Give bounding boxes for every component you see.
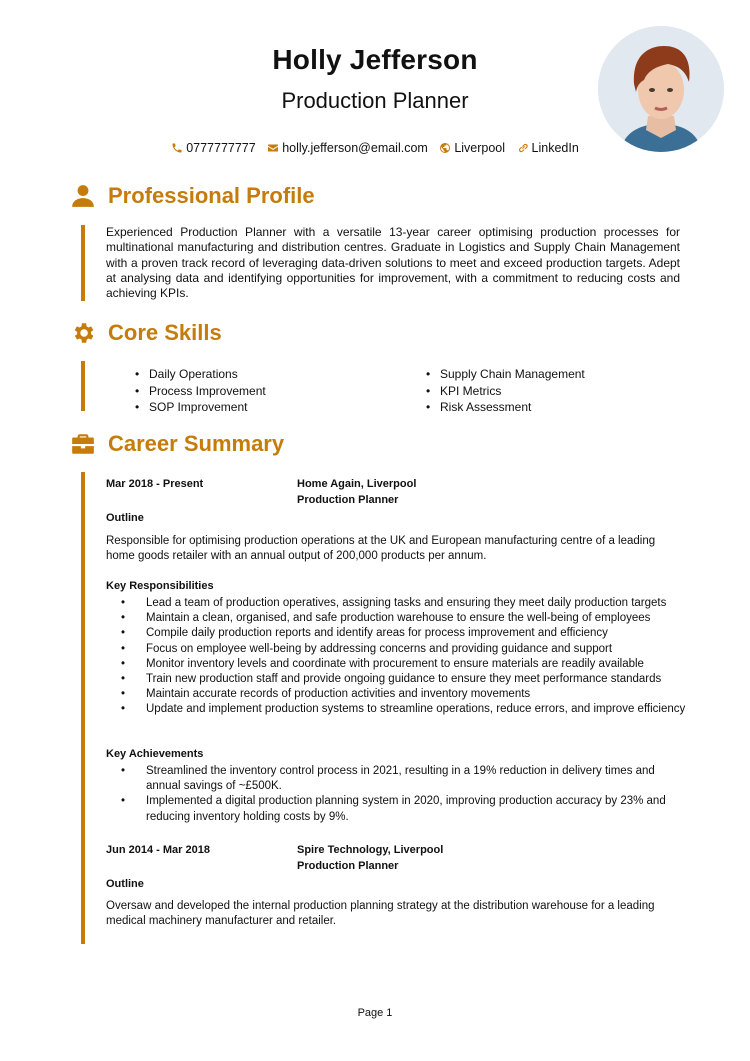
profile-photo	[598, 26, 724, 152]
skill-item: • Supply Chain Management	[426, 366, 585, 383]
list-item: • Implemented a digital production planning system in 2020, improving production accuracy by 23% and reducing inventory holding costs by 9%.	[121, 794, 691, 824]
contact-location[interactable]	[439, 141, 505, 155]
list-item: • Streamlined the inventory control process in 2021, resulting in a 19% reduction in delivery times and annual savings of ~£500K.	[121, 764, 691, 794]
career-accent-bar	[81, 472, 85, 944]
skills-accent-bar	[81, 361, 85, 411]
contact-phone[interactable]	[171, 141, 256, 155]
list-item: • Lead a team of production operatives, assigning tasks and ensuring they meet daily production targets	[121, 596, 691, 611]
contact-linkedin[interactable]	[517, 141, 579, 155]
user-icon	[70, 183, 96, 209]
globe-icon	[439, 142, 451, 154]
list-item: • Maintain a clean, organised, and safe production warehouse to ensure the well-being of employees	[121, 611, 691, 626]
phone-icon	[171, 142, 183, 154]
contact-email-text: holly.jefferson@email.com	[282, 141, 428, 155]
job-1-responsibilities	[121, 596, 691, 718]
briefcase-icon	[70, 431, 96, 457]
contact-email[interactable]	[267, 141, 428, 155]
job-1-role: Production Planner	[297, 493, 399, 506]
job-2-company: Spire Technology, Liverpool	[297, 844, 444, 856]
skill-item: • Process Improvement	[135, 383, 266, 400]
profile-section-header	[70, 183, 315, 209]
job-2-employer	[297, 843, 443, 874]
skill-item: • Risk Assessment	[426, 399, 585, 416]
list-item: • Compile daily production reports and identify areas for process improvement and efficiency	[121, 626, 691, 641]
skills-column-left	[135, 366, 266, 416]
profile-text: Experienced Production Planner with a versatile 13-year career optimising production processes for multinational manufacturing and distribution centres. Graduate in Logistics and Supply Chain Management with a proven track record of leveraging data-driven solutions to meet and exceed production targets. Adept at analysing data and identifying opportunities for improvement, with a commitment to reducing costs and achieving KPIs.	[106, 225, 680, 301]
list-item: • Monitor inventory levels and coordinate with procurement to ensure materials are readily available	[121, 657, 691, 672]
job-1-outline-label: Outline	[106, 512, 144, 524]
list-item: • Update and implement production systems to streamline operations, reduce errors, and improve efficiency	[121, 702, 691, 717]
skills-heading: Core Skills	[108, 320, 222, 345]
career-section-header	[70, 431, 284, 457]
job-2-outline-label: Outline	[106, 878, 144, 890]
profile-heading: Professional Profile	[108, 183, 315, 208]
skills-section-header	[70, 320, 222, 346]
job-1-responsibilities-label: Key Responsibilities	[106, 580, 214, 592]
list-item: • Maintain accurate records of production activities and inventory movements	[121, 687, 691, 702]
job-1-company: Home Again, Liverpool	[297, 478, 417, 490]
contact-phone-text: 0777777777	[186, 141, 256, 155]
skills-column-right	[426, 366, 585, 416]
job-1-achievements	[121, 764, 691, 825]
candidate-name: Holly Jefferson	[272, 44, 478, 75]
job-2-dates: Jun 2014 - Mar 2018	[106, 844, 210, 856]
skill-item: • Daily Operations	[135, 366, 266, 383]
list-item: • Focus on employee well-being by addressing concerns and providing guidance and support	[121, 642, 691, 657]
job-1-achievements-label: Key Achievements	[106, 748, 204, 760]
skill-item: • KPI Metrics	[426, 383, 585, 400]
contact-location-text: Liverpool	[454, 141, 506, 155]
envelope-icon	[267, 142, 279, 154]
job-1-dates: Mar 2018 - Present	[106, 478, 204, 490]
candidate-title: Production Planner	[281, 88, 469, 113]
contact-linkedin-text: LinkedIn	[531, 141, 579, 155]
link-icon	[517, 142, 529, 154]
job-1-outline: Responsible for optimising production operations at the UK and European manufacturing centre of a leading home goods retailer with an annual output of 200,000 products per annum.	[106, 535, 656, 563]
list-item: • Train new production staff and provide ongoing guidance to ensure they meet performance standards	[121, 672, 691, 687]
gear-icon	[70, 320, 96, 346]
skill-item: • SOP Improvement	[135, 399, 266, 416]
career-heading: Career Summary	[108, 431, 285, 456]
page-number: Page 1	[357, 1007, 393, 1019]
job-1-employer	[297, 477, 416, 508]
job-2-outline: Oversaw and developed the internal production planning strategy at the distribution warehouse for a leading medical machinery manufacturer and retailer.	[106, 900, 655, 928]
profile-accent-bar	[81, 225, 85, 301]
portrait-illustration	[598, 26, 724, 152]
job-2-role: Production Planner	[297, 859, 399, 872]
